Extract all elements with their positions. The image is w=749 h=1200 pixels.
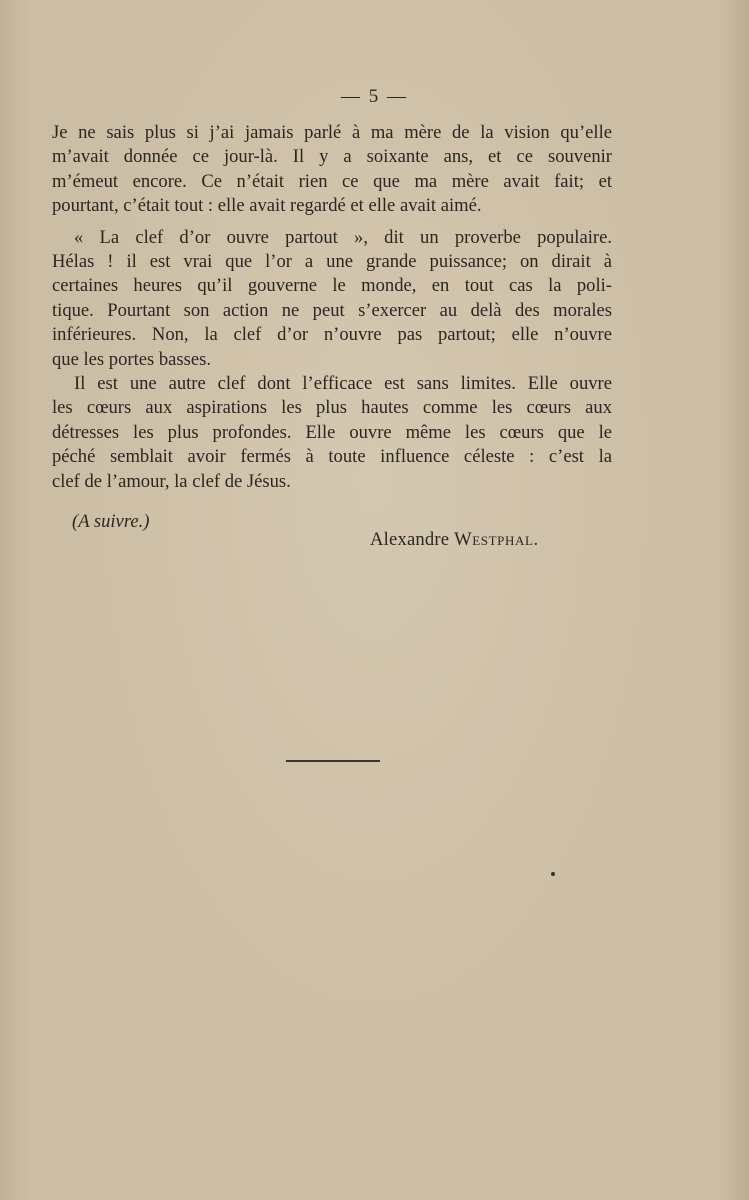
ink-speck: [551, 872, 555, 876]
text-line: Il est une autre clef dont l’efficace est sans limites. Elle ouvre: [74, 373, 612, 395]
author-last-name: Westphal.: [454, 529, 539, 550]
paragraph-3: [52, 372, 612, 494]
text-line: certaines heures qu’il gouverne le monde, en tout cas la poli-: [52, 275, 612, 297]
page-number: — 5 —: [341, 86, 408, 107]
text-line: m’émeut encore. Ce n’était rien ce que ma mère avait fait; et: [52, 170, 612, 192]
text-line: clef de l’amour, la clef de Jésus.: [52, 470, 291, 492]
text-line: péché semblait avoir fermés à toute influence céleste : c’est la: [52, 446, 612, 468]
paragraph-1: [52, 121, 612, 219]
paragraph-2: [52, 226, 612, 372]
text-line: détresses les plus profondes. Elle ouvre même les cœurs que le: [52, 421, 612, 443]
author-signature: [370, 529, 539, 551]
text-line: « La clef d’or ouvre partout », dit un proverbe populaire.: [74, 226, 612, 248]
end-rule: [286, 760, 380, 762]
body-text: [52, 121, 612, 494]
text-line: pourtant, c’était tout : elle avait regardé et elle avait aimé.: [52, 195, 482, 217]
text-line: les cœurs aux aspirations les plus hautes comme les cœurs aux: [52, 397, 612, 419]
text-line: que les portes basses.: [52, 348, 212, 370]
text-line: tique. Pourtant son action ne peut s’exercer au delà des morales: [52, 299, 612, 321]
text-line: Je ne sais plus si j’ai jamais parlé à ma mère de la vision qu’elle: [52, 122, 612, 143]
text-line: m’avait donnée ce jour-là. Il y a soixante ans, et ce souvenir: [52, 146, 612, 168]
author-first-name: Alexandre: [370, 529, 450, 550]
to-be-continued: (A suivre.): [72, 511, 150, 532]
text-line: inférieures. Non, la clef d’or n’ouvre pas partout; elle n’ouvre: [52, 324, 612, 346]
text-line: Hélas ! il est vrai que l’or a une grande puissance; on dirait à: [52, 251, 612, 273]
